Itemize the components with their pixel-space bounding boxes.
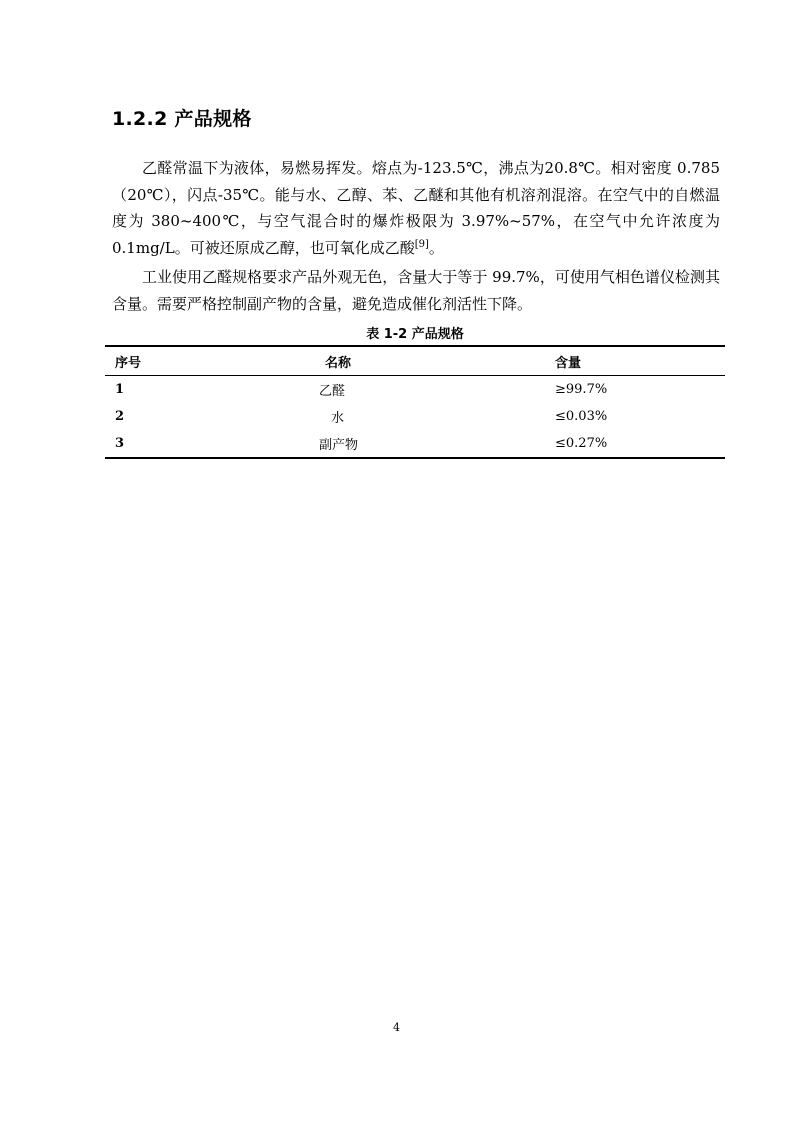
paragraph-properties-text: 乙醛常温下为液体，易燃易挥发。熔点为-123.5℃，沸点为20.8℃。相对密度 0.785（20℃），闪点-35℃。能与水、乙醇、苯、乙醚和其他有机溶剂混溶。在空气中的自燃温度为 380~400℃，与空气混合时的爆炸极限为 3.97%~57%，在空气中允许浓度为 0.1mg/L。可被还原成乙醇，也可氧化成乙酸 (112, 159, 720, 257)
table-header-row (105, 346, 725, 376)
row-index: 1 (115, 382, 125, 397)
row-index: 2 (115, 409, 125, 424)
table-row (105, 376, 725, 404)
paragraph-properties-end: 。 (428, 238, 444, 257)
section-heading: 1.2.2 产品规格 (112, 108, 252, 130)
header-content: 含量 (545, 346, 725, 376)
table-row (105, 403, 725, 430)
page-number: 4 (393, 1021, 400, 1034)
row-name-text: 副产物 (319, 438, 359, 453)
table-caption: 表 1-2 产品规格 (366, 327, 464, 342)
row-name-text: 水 (331, 411, 345, 426)
spec-table (105, 345, 725, 459)
row-index: 3 (105, 430, 315, 458)
row-name (315, 430, 545, 458)
citation-reference: [9] (414, 238, 429, 250)
row-name (315, 403, 545, 430)
header-index: 序号 (105, 346, 315, 376)
row-name-text: 乙醛 (319, 384, 346, 399)
row-name (315, 376, 545, 404)
paragraph-properties (112, 155, 720, 261)
row-content: ≥99.7% (555, 382, 608, 397)
row-content: ≤0.27% (545, 430, 725, 458)
header-name: 名称 (315, 346, 545, 376)
table-row (105, 430, 725, 458)
paragraph-specification: 工业使用乙醛规格要求产品外观无色，含量大于等于 99.7%，可使用气相色谱仪检测其含量。需要严格控制副产物的含量，避免造成催化剂活性下降。 (112, 268, 720, 313)
row-content: ≤0.03% (555, 409, 608, 424)
